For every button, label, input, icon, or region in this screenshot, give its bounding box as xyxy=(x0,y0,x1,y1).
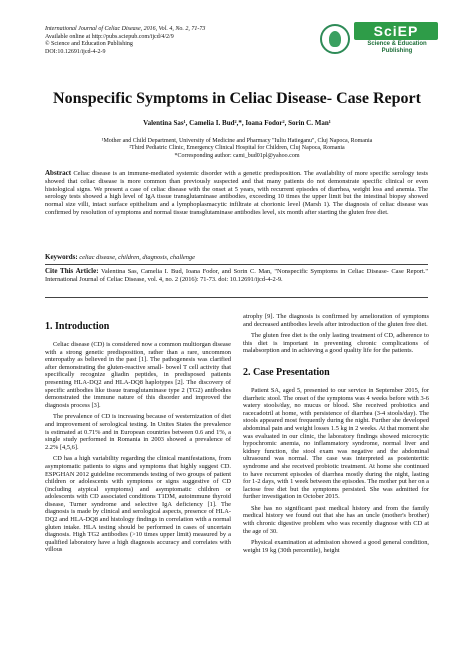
abstract-text: Celiac disease is an immune-mediated systemic disorder with a genetic predisposition. The availability of more specific serology tests showed that celiac disease is more common than previously suspected and that many patients do not demonstrate specific clinical or even histological signs. We present a case of celiac disease with the onset at 5 years, with recurrent episodes of diarrhea, weight loss and anemia. The serology tests showed a high level of IgA tissue transglutaminase antibodies, exceeding 10 times the upper limit but the intestinal biopsy showed normal size villi, intact surface epithelium and a lymphoplasmacytic infiltrate at chorionic level (Marsh 1). The diagnosis of celiac disease was confirmed by resolution of symptoms and normal tissue transglutaminase antibodies level, six month after starting the gluten free diet. xyxy=(45,170,428,216)
divider-bottom xyxy=(45,297,428,298)
affiliation-2: ²Third Pediatric Clinic, Emergency Clinical Hospital for Children, Cluj Napoca, Romania xyxy=(129,145,345,152)
case-paragraph-3: Physical examination at admission showed a good general condition, weight 19 kg (30th percentile), height xyxy=(243,539,429,554)
intro-paragraph-5: The gluten free diet is the only lasting treatment of CD, adherence to this diet is important in preventing chronic complications of malabsorption and in achieving a good quality life for the patients. xyxy=(243,332,429,355)
intro-paragraph-2: The prevalence of CD is increasing because of westernization of diet and improvement of serological testing. In Unites States the prevalence is estimated at 0.71% and in European countries between 0.6 and 1%, a single study performed in Romania in 2003 showed a prevalence of 2.2% [4,5,6]. xyxy=(45,413,231,451)
cite-label: Cite This Article: xyxy=(45,267,99,275)
logo-tagline xyxy=(354,41,440,55)
case-paragraph-2: She has no significant past medical history and from the family medical history we found out that she has an uncle (mother's brother) with chronic digestive problem who was recently diagnose with CD at the age of 30. xyxy=(243,504,429,535)
keywords-text: celiac disease, children, diagnosis, challenge xyxy=(79,254,195,261)
logo-tagline-line2: Publishing xyxy=(381,48,413,54)
affiliations xyxy=(0,138,474,160)
journal-url[interactable]: Available online at http://pubs.sciepub.com/ijcd/4/2/9 xyxy=(45,33,174,40)
intro-paragraph-3: CD has a high variability regarding the clinical manifestations, from asymptomatic patients to signs and symptoms that highly suggest CD. ESPGHAN 2012 guideline recommends testing of two groups of patient children or adolescents with symptoms or signs suggestive of CD (including atypical symptoms) and asymptomatic children or adolescents with CD associated conditions T1DM, autoimmune thyroid disease, Turner syndrome and selective IgA deficiency [1]. The diagnosis is made by clinical and serological aspects, presence of HLA-DQ2 and HLA-DQ8 and histology findings in correlation with a normal gluten intake. HLA testing should be performed in cases of uncertain diagnosis. High TG2 antibodies (>10 times upper limit) measured by a qualified laboratory have a high diagnosis accuracy and correlates with villous xyxy=(45,455,231,554)
article-title: Nonspecific Symptoms in Celiac Disease- Case Report xyxy=(53,90,421,107)
publisher-logo xyxy=(320,22,438,58)
cite-article xyxy=(45,268,428,284)
intro-paragraph-1: Celiac disease (CD) is considered now a common multiorgan disease with a strong genetic predisposition, rather than a rare, uncommon enteropathy as believed in the past [1]. The pathogenesis was clarified after demonstrating the gluten-reactive small- bowel T cell activity that specifically recognize gliadin peptides, in predisposed patients presenting HLA-DQ2 and HLA-DQ8 haplotypes [2]. The discovery of specific antibodies like tissue transglutaminase type 2 (TG2) antibodies demonstrated the immune nature of this disorder and improved the diagnosis process [3]. xyxy=(45,341,231,409)
left-column xyxy=(45,313,231,558)
keywords xyxy=(45,253,428,261)
corresponding-author: *Corresponding author: cami_bud01pl@yahoo.com xyxy=(174,152,300,159)
right-column xyxy=(243,313,429,558)
cite-text: Valentina Sas, Camelia I. Bud, Ioana Fodor, and Sorin C. Man, "Nonspecific Symptoms in Celiac Disease- Case Report." International Journal of Celiac Disease, vol. 4, no. 2 (2016): 71-73. doi: 10.12691/ijcd-4-2-9. xyxy=(45,268,428,283)
section-heading-case-presentation: 2. Case Presentation xyxy=(243,366,330,378)
intro-paragraph-4: atrophy [9]. The diagnosis is confirmed by amelioration of symptoms and decreased antibodies levels after introduction of the gluten free diet. xyxy=(243,313,429,328)
affiliation-1: ¹Mother and Child Department, University of Medicine and Pharmacy "Iuliu Hatieganu", Cluj Napoca, Romania xyxy=(101,138,373,144)
journal-copyright: © Science and Education Publishing xyxy=(45,41,133,48)
abstract-label: Abstract xyxy=(45,169,72,177)
keywords-label: Keywords: xyxy=(45,253,78,261)
section-heading-introduction: 1. Introduction xyxy=(45,321,110,332)
divider-top xyxy=(45,264,428,265)
logo-tagline-line1: Science & Education xyxy=(367,41,427,47)
journal-citation: International Journal of Celiac Disease, 2016, Vol. 4, No. 2, 71-73 xyxy=(45,26,206,32)
author-list: Valentina Sas¹, Camelia I. Bud²,*, Ioana Fodor², Sorin C. Man¹ xyxy=(143,119,331,127)
logo-name: SciEP xyxy=(354,22,438,40)
globe-icon xyxy=(320,24,350,54)
journal-doi: DOI:10.12691/ijcd-4-2-9 xyxy=(45,48,106,55)
abstract xyxy=(45,170,428,217)
journal-header xyxy=(45,26,345,56)
case-paragraph-1: Patient SA, aged 5, presented to our service in September 2015, for diarrheic stool. The onset of the symptoms was 4 weeks before with 3-6 watery stools/day, no mucus or blood. She received probiotics and racecadotril at home, with persistence of diarrhea (3-4 stools/day). The stools appeared most frequently during the night. Further she developed abdominal pain and weight losses 1.5 kg in 2 weeks. At that moment she was evaluated in our clinic, the laboratory findings showed microcytic hypochromic anemia, no inflammatory syndrome, normal liver and kidney function, the stool exam was negative and the abdominal ultrasound was normal. The case was interpreted as postenteritic syndrome and she received probiotic treatment. At home she continued to have recurrent episodes of diarrhea mostly during the night, lasting for 1-2 days, with 1 week between the episodes. The mother put her on a lactose free diet but the symptoms persisted. She was admitted for further investigation in October 2015. xyxy=(243,386,429,501)
